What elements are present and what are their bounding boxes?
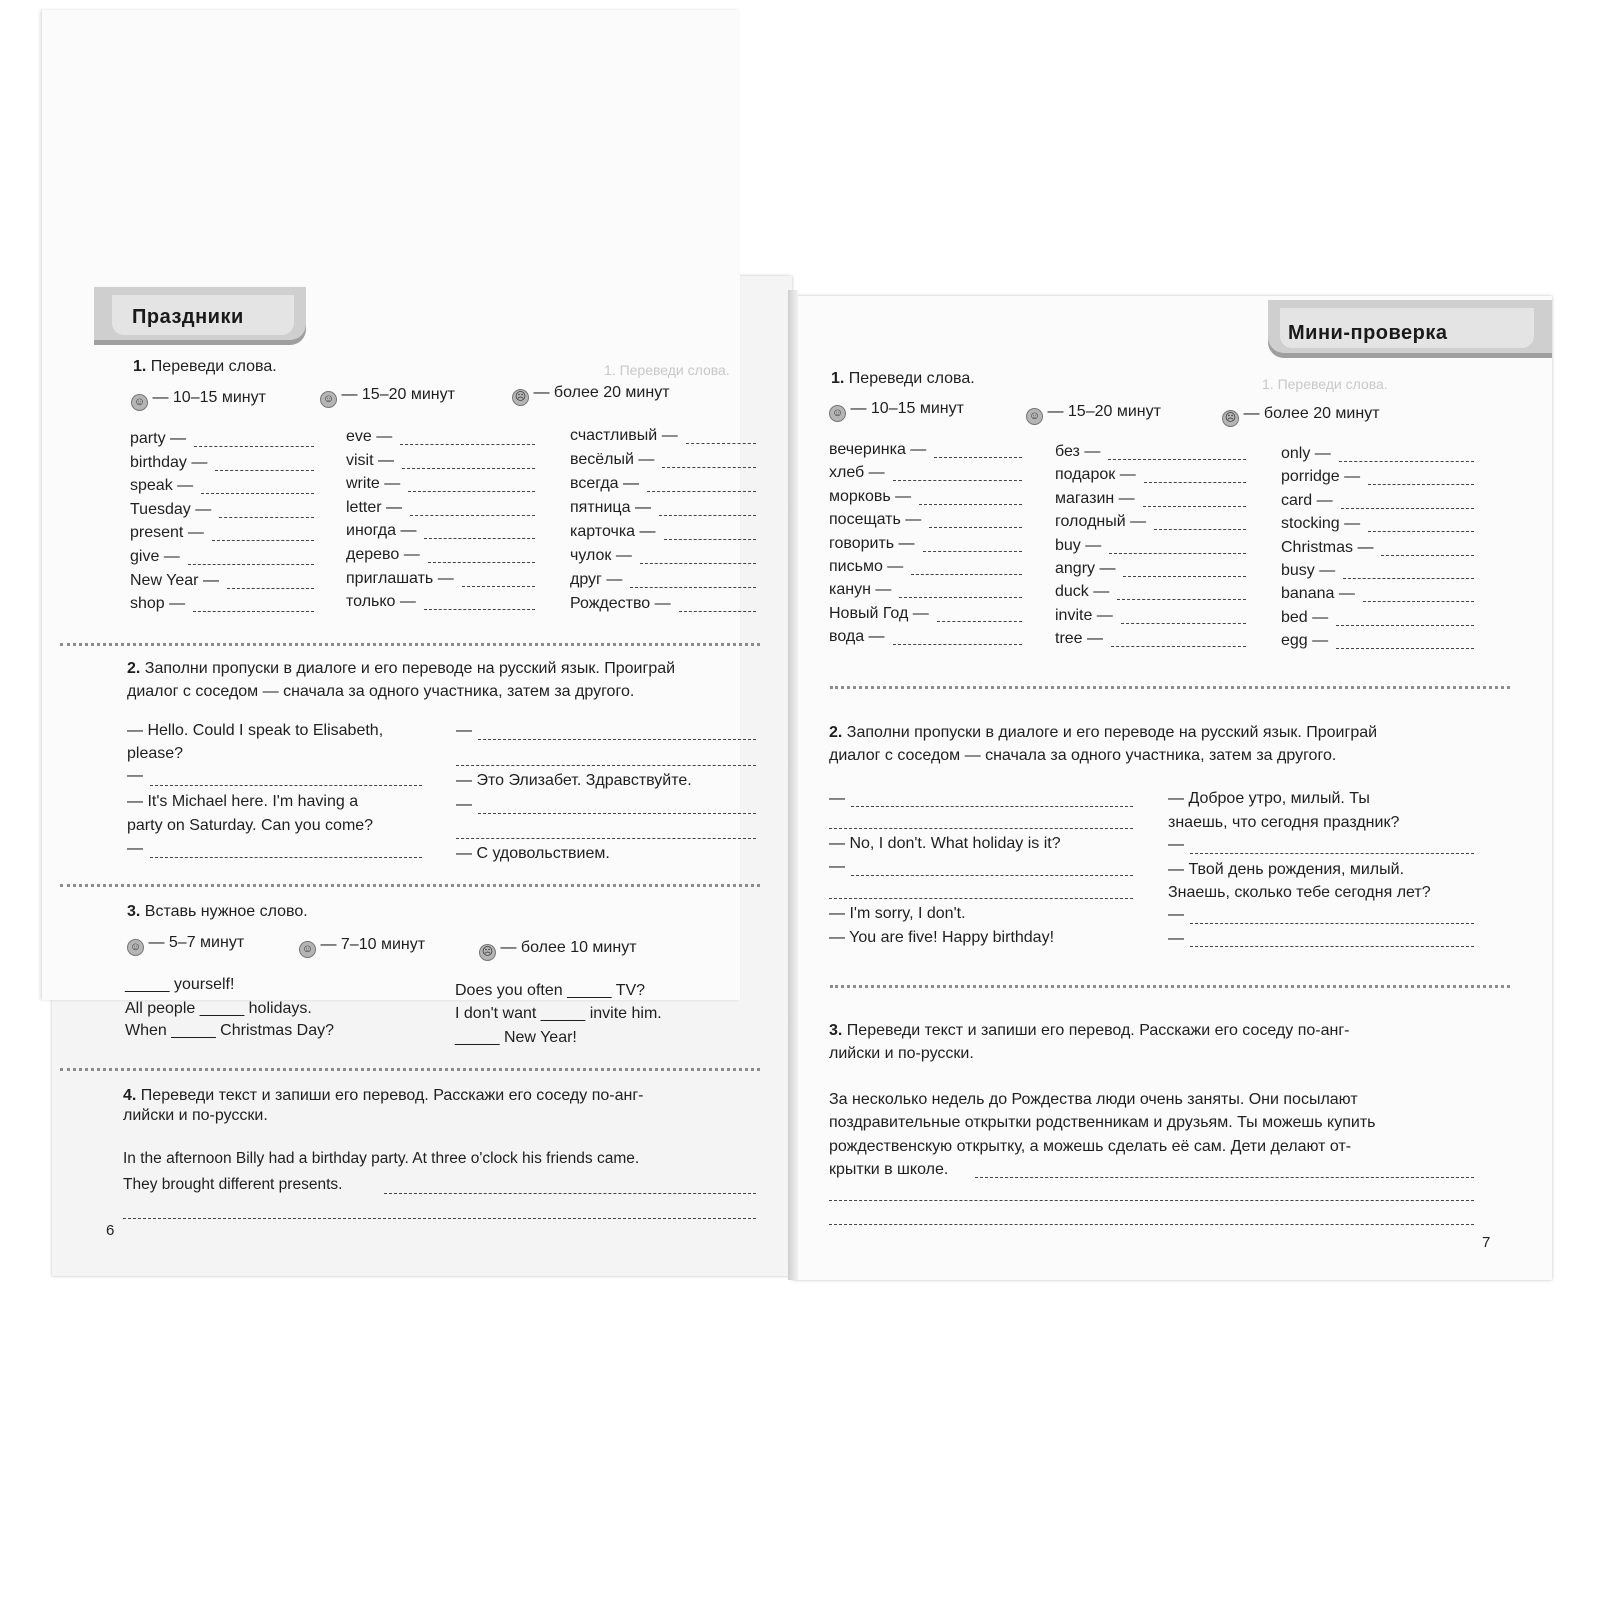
answer-line[interactable] xyxy=(384,1193,756,1194)
word-label: Новый Год — xyxy=(829,604,929,622)
answer-line[interactable] xyxy=(893,480,1022,481)
answer-line[interactable] xyxy=(851,806,1133,807)
answer-line[interactable] xyxy=(899,597,1022,598)
answer-line[interactable] xyxy=(1363,601,1474,602)
answer-line[interactable] xyxy=(428,562,535,563)
answer-line[interactable] xyxy=(1144,482,1246,483)
sentence: _____ yourself! xyxy=(125,976,235,993)
word-label: вечеринка — xyxy=(829,441,927,458)
dialog-line: — Это Элизабет. Здравствуйте. xyxy=(456,772,692,789)
dialog-line: — xyxy=(456,796,472,813)
answer-line[interactable] xyxy=(1336,625,1474,626)
section-divider xyxy=(830,985,1510,988)
answer-line[interactable] xyxy=(829,828,1133,829)
word-label: посещать — xyxy=(829,511,922,529)
answer-line[interactable] xyxy=(400,444,535,445)
answer-line[interactable] xyxy=(1143,506,1246,507)
dialog-line: — Hello. Could I speak to Elisabeth, xyxy=(127,722,384,739)
answer-line[interactable] xyxy=(424,538,535,539)
dialog-line: — xyxy=(456,722,472,739)
book-spine xyxy=(788,290,798,1280)
exercise-3-heading-line2: лийски и по-русски. xyxy=(829,1045,974,1062)
answer-line[interactable] xyxy=(462,586,535,587)
word-label: banana — xyxy=(1281,585,1355,603)
answer-line[interactable] xyxy=(640,563,756,564)
word-label: приглашать — xyxy=(346,569,454,587)
answer-line[interactable] xyxy=(408,491,535,492)
dialog-line: — xyxy=(127,840,143,857)
word-label: дерево — xyxy=(346,546,420,563)
answer-line[interactable] xyxy=(456,838,756,839)
exercise-1-heading: 1. Переведи слова. xyxy=(831,370,975,387)
time-legend: ☺ — 15–20 минут xyxy=(320,386,455,408)
section-divider xyxy=(60,884,760,887)
word-label: вода — xyxy=(829,628,885,646)
text-passage: крытки в школе. xyxy=(829,1161,949,1178)
answer-line[interactable] xyxy=(1381,555,1474,556)
smiley-sad-icon: ☹ xyxy=(1222,410,1239,427)
dialog-line: party on Saturday. Can you come? xyxy=(127,817,374,834)
answer-line[interactable] xyxy=(662,467,756,468)
answer-line[interactable] xyxy=(227,588,314,589)
answer-line[interactable] xyxy=(1368,531,1474,532)
answer-line[interactable] xyxy=(1190,946,1474,947)
answer-line[interactable] xyxy=(150,857,422,858)
dialog-line: — xyxy=(1168,906,1184,923)
text-passage: In the afternoon Billy had a birthday party. At three o'clock his friends came. xyxy=(123,1150,640,1167)
sentence: _____ New Year! xyxy=(455,1029,577,1046)
word-label: busy — xyxy=(1281,562,1336,579)
answer-line[interactable] xyxy=(212,540,314,541)
word-label: angry — xyxy=(1055,560,1116,577)
page-number: 7 xyxy=(1482,1234,1491,1251)
word-label: give — xyxy=(130,548,180,565)
answer-line[interactable] xyxy=(893,644,1022,645)
sentence: I don't want _____ invite him. xyxy=(455,1005,662,1022)
answer-line[interactable] xyxy=(478,739,756,740)
dialog-line: — xyxy=(829,858,845,875)
dialog-line: — No, I don't. What holiday is it? xyxy=(829,835,1061,852)
word-label: без — xyxy=(1055,443,1101,460)
word-label: Christmas — xyxy=(1281,538,1374,556)
word-label: only — xyxy=(1281,445,1331,462)
answer-line[interactable] xyxy=(1336,648,1474,649)
smiley-neutral-icon: ☺ xyxy=(320,391,337,408)
answer-line[interactable] xyxy=(1190,923,1474,924)
answer-line[interactable] xyxy=(923,551,1022,552)
word-label: весёлый — xyxy=(570,451,655,468)
dialog-line: — Доброе утро, милый. Ты xyxy=(1168,790,1370,807)
answer-line[interactable] xyxy=(647,491,756,492)
word-label: duck — xyxy=(1055,583,1110,601)
answer-line[interactable] xyxy=(829,898,1133,899)
word-label: хлеб — xyxy=(829,464,885,482)
time-legend: ☺ — 10–15 минут xyxy=(829,400,964,422)
word-label: только — xyxy=(346,593,416,611)
section-divider xyxy=(60,1068,760,1071)
answer-line[interactable] xyxy=(188,564,314,565)
answer-line[interactable] xyxy=(1368,484,1474,485)
text-passage: поздравительные открытки родственникам и друзьям. Ты можешь купить xyxy=(829,1114,1376,1131)
time-legend: ☹ — более 20 минут xyxy=(1222,405,1380,427)
dialog-line: Знаешь, сколько тебе сегодня лет? xyxy=(1168,884,1431,901)
answer-line[interactable] xyxy=(193,611,314,612)
word-label: speak — xyxy=(130,477,194,495)
answer-line[interactable] xyxy=(934,457,1022,458)
time-legend: ☺ — 10–15 минут xyxy=(131,389,266,411)
word-label: letter — xyxy=(346,498,403,516)
answer-line[interactable] xyxy=(1109,553,1246,554)
dialog-line: — It's Michael here. I'm having a xyxy=(127,793,359,810)
text-passage: За несколько недель до Рождества люди очень заняты. Они посылают xyxy=(829,1091,1358,1108)
page-title: Праздники xyxy=(132,306,244,328)
word-label: голодный — xyxy=(1055,513,1147,531)
word-label: иногда — xyxy=(346,522,417,540)
section-divider xyxy=(830,686,1510,689)
word-label: card — xyxy=(1281,491,1333,509)
word-label: birthday — xyxy=(130,453,208,471)
time-legend: ☹ — более 10 минут xyxy=(479,939,637,961)
bleed-through-text: 1. Переведи слова. xyxy=(1262,376,1388,392)
answer-line[interactable] xyxy=(659,515,756,516)
word-label: egg — xyxy=(1281,632,1329,650)
word-label: porridge — xyxy=(1281,468,1361,486)
dialog-line: — xyxy=(1168,836,1184,853)
word-label: всегда — xyxy=(570,475,640,492)
smiley-happy-icon: ☺ xyxy=(829,405,846,422)
sentence: Does you often _____ TV? xyxy=(455,982,646,999)
word-label: пятница — xyxy=(570,499,651,516)
word-label: письмо — xyxy=(829,558,904,575)
answer-line[interactable] xyxy=(215,470,314,471)
bleed-through-text: 1. Переведи слова. xyxy=(604,362,730,378)
word-label: present — xyxy=(130,524,204,542)
answer-line[interactable] xyxy=(424,609,535,610)
dialog-line: — С удовольствием. xyxy=(456,845,610,862)
word-label: магазин — xyxy=(1055,489,1135,507)
dialog-line: — xyxy=(127,767,143,784)
exercise-2-heading: 2. Заполни пропуски в диалоге и его переводе на русский язык. Проиграй xyxy=(127,660,676,677)
exercise-3-heading: 3. Вставь нужное слово. xyxy=(127,903,308,920)
time-legend: ☹ — более 20 минут xyxy=(512,384,670,406)
time-legend: ☺ — 5–7 минут xyxy=(127,934,244,956)
exercise-2-heading: 2. Заполни пропуски в диалоге и его переводе на русский язык. Проиграй xyxy=(829,724,1378,741)
dialog-line: — Твой день рождения, милый. xyxy=(1168,861,1405,878)
page-number: 6 xyxy=(106,1222,115,1239)
answer-line[interactable] xyxy=(679,611,756,612)
answer-line[interactable] xyxy=(664,539,756,540)
exercise-2-heading-line2: диалог с соседом — сначала за одного участника, затем за другого. xyxy=(127,683,635,700)
word-label: visit — xyxy=(346,451,394,469)
smiley-neutral-icon: ☺ xyxy=(299,941,316,958)
answer-line[interactable] xyxy=(201,493,314,494)
answer-line[interactable] xyxy=(919,504,1022,505)
word-label: Рождество — xyxy=(570,595,671,612)
word-label: Tuesday — xyxy=(130,500,212,518)
answer-line[interactable] xyxy=(630,587,756,588)
smiley-sad-icon: ☹ xyxy=(512,389,529,406)
time-legend: ☺ — 7–10 минут xyxy=(299,936,425,958)
time-legend: ☺ — 15–20 минут xyxy=(1026,403,1161,425)
dialog-line: знаешь, что сегодня праздник? xyxy=(1168,814,1400,831)
dialog-line: — I'm sorry, I don't. xyxy=(829,905,966,922)
section-divider xyxy=(60,643,760,646)
word-label: bed — xyxy=(1281,608,1329,626)
word-label: карточка — xyxy=(570,523,656,540)
answer-line[interactable] xyxy=(150,785,422,786)
word-label: eve — xyxy=(346,428,393,445)
answer-line[interactable] xyxy=(194,446,314,447)
answer-line[interactable] xyxy=(829,1200,1474,1201)
answer-line[interactable] xyxy=(478,813,756,814)
dialog-line: — You are five! Happy birthday! xyxy=(829,929,1055,946)
exercise-4-heading-line2: лийски и по-русски. xyxy=(123,1107,268,1124)
word-label: invite — xyxy=(1055,606,1113,624)
answer-line[interactable] xyxy=(829,1224,1474,1225)
exercise-3-heading: 3. Переведи текст и запиши его перевод. Расскажи его соседу по-анг- xyxy=(829,1022,1350,1039)
answer-line[interactable] xyxy=(1339,461,1474,462)
exercise-4-heading: 4. Переведи текст и запиши его перевод. Расскажи его соседу по-анг- xyxy=(123,1087,644,1104)
answer-line[interactable] xyxy=(929,527,1022,528)
answer-line[interactable] xyxy=(1111,646,1246,647)
dialog-line: please? xyxy=(127,745,184,762)
answer-line[interactable] xyxy=(686,443,756,444)
answer-line[interactable] xyxy=(975,1177,1474,1178)
answer-line[interactable] xyxy=(219,517,314,518)
word-label: друг — xyxy=(570,571,623,588)
word-label: write — xyxy=(346,475,401,493)
answer-line[interactable] xyxy=(1154,529,1246,530)
smiley-sad-icon: ☹ xyxy=(479,944,496,961)
dialog-line: — xyxy=(829,790,845,807)
exercise-1-heading: 1. Переведи слова. xyxy=(133,358,277,375)
answer-line[interactable] xyxy=(1343,578,1474,579)
page-title: Мини-проверка xyxy=(1288,322,1448,344)
word-label: морковь — xyxy=(829,487,912,505)
word-label: говорить — xyxy=(829,534,915,552)
answer-line[interactable] xyxy=(1121,623,1246,624)
dialog-line: — xyxy=(1168,930,1184,947)
answer-line[interactable] xyxy=(456,765,756,766)
word-label: party — xyxy=(130,430,187,447)
answer-line[interactable] xyxy=(1190,853,1474,854)
answer-line[interactable] xyxy=(410,515,535,516)
text-passage: рождественскую открытку, а можешь сделать её сам. Дети делают от- xyxy=(829,1138,1352,1155)
answer-line[interactable] xyxy=(851,875,1133,876)
word-label: подарок — xyxy=(1055,466,1136,484)
word-label: чулок — xyxy=(570,547,632,564)
word-label: канун — xyxy=(829,581,892,599)
word-label: stocking — xyxy=(1281,515,1361,533)
answer-line[interactable] xyxy=(911,574,1022,575)
answer-line[interactable] xyxy=(1108,459,1246,460)
word-label: счастливый — xyxy=(570,427,678,444)
answer-line[interactable] xyxy=(123,1218,756,1219)
word-label: tree — xyxy=(1055,630,1104,648)
answer-line[interactable] xyxy=(937,621,1022,622)
answer-line[interactable] xyxy=(402,468,535,469)
smiley-neutral-icon: ☺ xyxy=(1026,408,1043,425)
sentence: All people _____ holidays. xyxy=(125,1000,312,1017)
word-label: New Year — xyxy=(130,571,219,589)
smiley-happy-icon: ☺ xyxy=(131,394,148,411)
answer-line[interactable] xyxy=(1117,599,1246,600)
exercise-2-heading-line2: диалог с соседом — сначала за одного участника, затем за другого. xyxy=(829,747,1337,764)
word-label: shop — xyxy=(130,595,186,613)
sentence: When _____ Christmas Day? xyxy=(125,1022,334,1039)
word-label: buy — xyxy=(1055,536,1102,554)
answer-line[interactable] xyxy=(1123,576,1246,577)
answer-line[interactable] xyxy=(1341,508,1474,509)
text-passage: They brought different presents. xyxy=(123,1176,343,1193)
smiley-happy-icon: ☺ xyxy=(127,939,144,956)
